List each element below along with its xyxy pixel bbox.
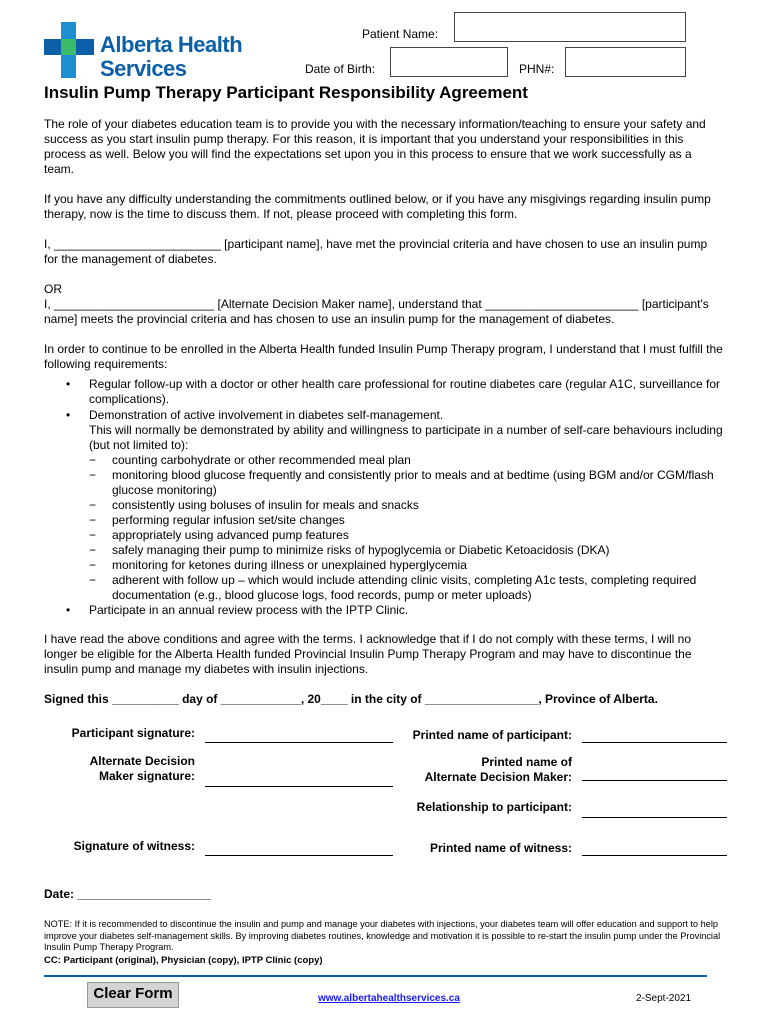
acknowledge-paragraph: I have read the above conditions and agree with the terms. I acknowledge that if I do not comply with these terms, I will no longer be eligible for the Alberta Health funded Provincial Insulin Pump Therapy Program and may have to discontinue the insulin pump and manage my diabetes with insulin injections. bbox=[44, 632, 692, 676]
printed-participant-label: Printed name of participant: bbox=[412, 728, 572, 742]
printed-alternate-label-2: Alternate Decision Maker: bbox=[424, 770, 572, 784]
requirement-desc: This will normally be demonstrated by ability and willingness to participate in a number of self-care behaviours including (but not limited to): bbox=[89, 423, 723, 452]
phn-label: PHN#: bbox=[519, 62, 555, 76]
participant-signature-label: Participant signature: bbox=[71, 726, 195, 740]
footer-divider bbox=[44, 975, 707, 977]
alternate-signature-label-1: Alternate Decision bbox=[89, 754, 195, 768]
or-label: OR bbox=[44, 282, 62, 296]
self-care-item: − monitoring for ketones during illness or unexplained hyperglycemia bbox=[89, 558, 724, 573]
requirements-intro: In order to continue to be enrolled in the Alberta Health funded Insulin Pump Therapy program, I understand that I must fulfill the following requirements: bbox=[44, 342, 723, 371]
self-care-item: − safely managing their pump to minimize risks of hypoglycemia or Diabetic Ketoacidosis (DKA) bbox=[89, 543, 724, 558]
signed-line: Signed this __________ day of ____________, 20____ in the city of _________________, Province of Alberta. bbox=[44, 692, 658, 706]
requirement-text: Participate in an annual review process with the IPTP Clinic. bbox=[89, 603, 409, 617]
ahs-cross-icon bbox=[44, 22, 94, 78]
website-link[interactable]: www.albertahealthservices.ca bbox=[318, 993, 460, 1004]
alternate-signature-label-2: Maker signature: bbox=[98, 769, 195, 783]
clear-form-button[interactable]: Clear Form bbox=[87, 982, 179, 1008]
requirements-list bbox=[44, 377, 724, 618]
self-care-item: − adherent with follow up – which would include attending clinic visits, completing A1c tests, completing required documentation (e.g., blood glucose logs, food records, pump or meter uploads) bbox=[89, 573, 724, 603]
relationship-field[interactable] bbox=[582, 817, 727, 818]
phn-field[interactable] bbox=[565, 47, 686, 77]
brand-line-2: Services bbox=[100, 56, 187, 81]
requirement-item bbox=[44, 408, 724, 603]
witness-signature-label: Signature of witness: bbox=[73, 839, 195, 853]
printed-witness-label: Printed name of witness: bbox=[429, 841, 572, 855]
requirement-item bbox=[44, 377, 724, 407]
alternate-statement: I, ________________________ [Alternate Decision Maker name], understand that _______________________ [participant's name] meets the provincial criteria and has chosen to use an insulin pump for the management of diabetes. bbox=[44, 297, 709, 326]
patient-name-label: Patient Name: bbox=[362, 27, 439, 41]
requirement-item bbox=[44, 603, 724, 618]
date-line: Date: ____________________ bbox=[44, 887, 211, 901]
dob-field[interactable] bbox=[390, 47, 508, 77]
participant-statement: I, _________________________ [participant name], have met the provincial criteria and have chosen to use an insulin pump for the management of diabetes. bbox=[44, 237, 708, 266]
patient-name-field[interactable] bbox=[454, 12, 686, 42]
page-title: Insulin Pump Therapy Participant Responsibility Agreement bbox=[44, 83, 528, 102]
footer-date: 2-Sept-2021 bbox=[636, 993, 692, 1004]
participant-signature-field[interactable] bbox=[205, 742, 393, 743]
printed-witness-field[interactable] bbox=[582, 855, 727, 856]
intro-paragraph: The role of your diabetes education team is to provide you with the necessary information/teaching to ensure your safety and success as you start insulin pump therapy. For this reason, it is important that you understand your responsibilities in this process as well. Below you will find the expectations set upon you in this process to ensure that we work successfully as a team. bbox=[44, 117, 706, 176]
witness-signature-field[interactable] bbox=[205, 855, 393, 856]
note-text: NOTE: If it is recommended to discontinue the insulin and pump and manage your diabetes with injections, your diabetes team will offer education and support to help improve your diabetes self-management skills. By improving diabetes routines, knowledge and motivation it is possible to re-start the insulin pump under the Provincial Insulin Pump Therapy Program. bbox=[44, 919, 721, 952]
printed-participant-field[interactable] bbox=[582, 742, 727, 743]
self-care-item: − monitoring blood glucose frequently and consistently prior to meals and at bedtime (using BGM and/or CGM/flash glucose monitoring) bbox=[89, 468, 724, 498]
brand-line-1: Alberta Health bbox=[100, 32, 243, 57]
cc-line: CC: Participant (original), Physician (copy), IPTP Clinic (copy) bbox=[44, 955, 323, 966]
self-care-item: − appropriately using advanced pump features bbox=[89, 528, 724, 543]
body-content bbox=[44, 117, 724, 677]
self-care-item: − consistently using boluses of insulin for meals and snacks bbox=[89, 498, 724, 513]
printed-alternate-label-1: Printed name of bbox=[481, 755, 572, 769]
self-care-item: − performing regular infusion set/site changes bbox=[89, 513, 724, 528]
self-care-item: − counting carbohydrate or other recommended meal plan bbox=[89, 453, 724, 468]
difficulty-paragraph: If you have any difficulty understanding the commitments outlined below, or if you have any misgivings regarding insulin pump therapy, now is the time to discuss them. If not, please proceed with completing this form. bbox=[44, 192, 711, 221]
self-care-list bbox=[89, 453, 724, 603]
ahs-logo bbox=[44, 22, 243, 81]
relationship-label: Relationship to participant: bbox=[416, 800, 572, 814]
requirement-text: Regular follow-up with a doctor or other health care professional for routine diabetes care (regular A1C, surveillance for complications). bbox=[89, 377, 720, 406]
requirement-title: • Demonstration of active involvement in diabetes self-management. bbox=[89, 408, 444, 422]
alternate-signature-field[interactable] bbox=[205, 786, 393, 787]
dob-label: Date of Birth: bbox=[305, 62, 376, 76]
printed-alternate-field[interactable] bbox=[582, 780, 727, 781]
